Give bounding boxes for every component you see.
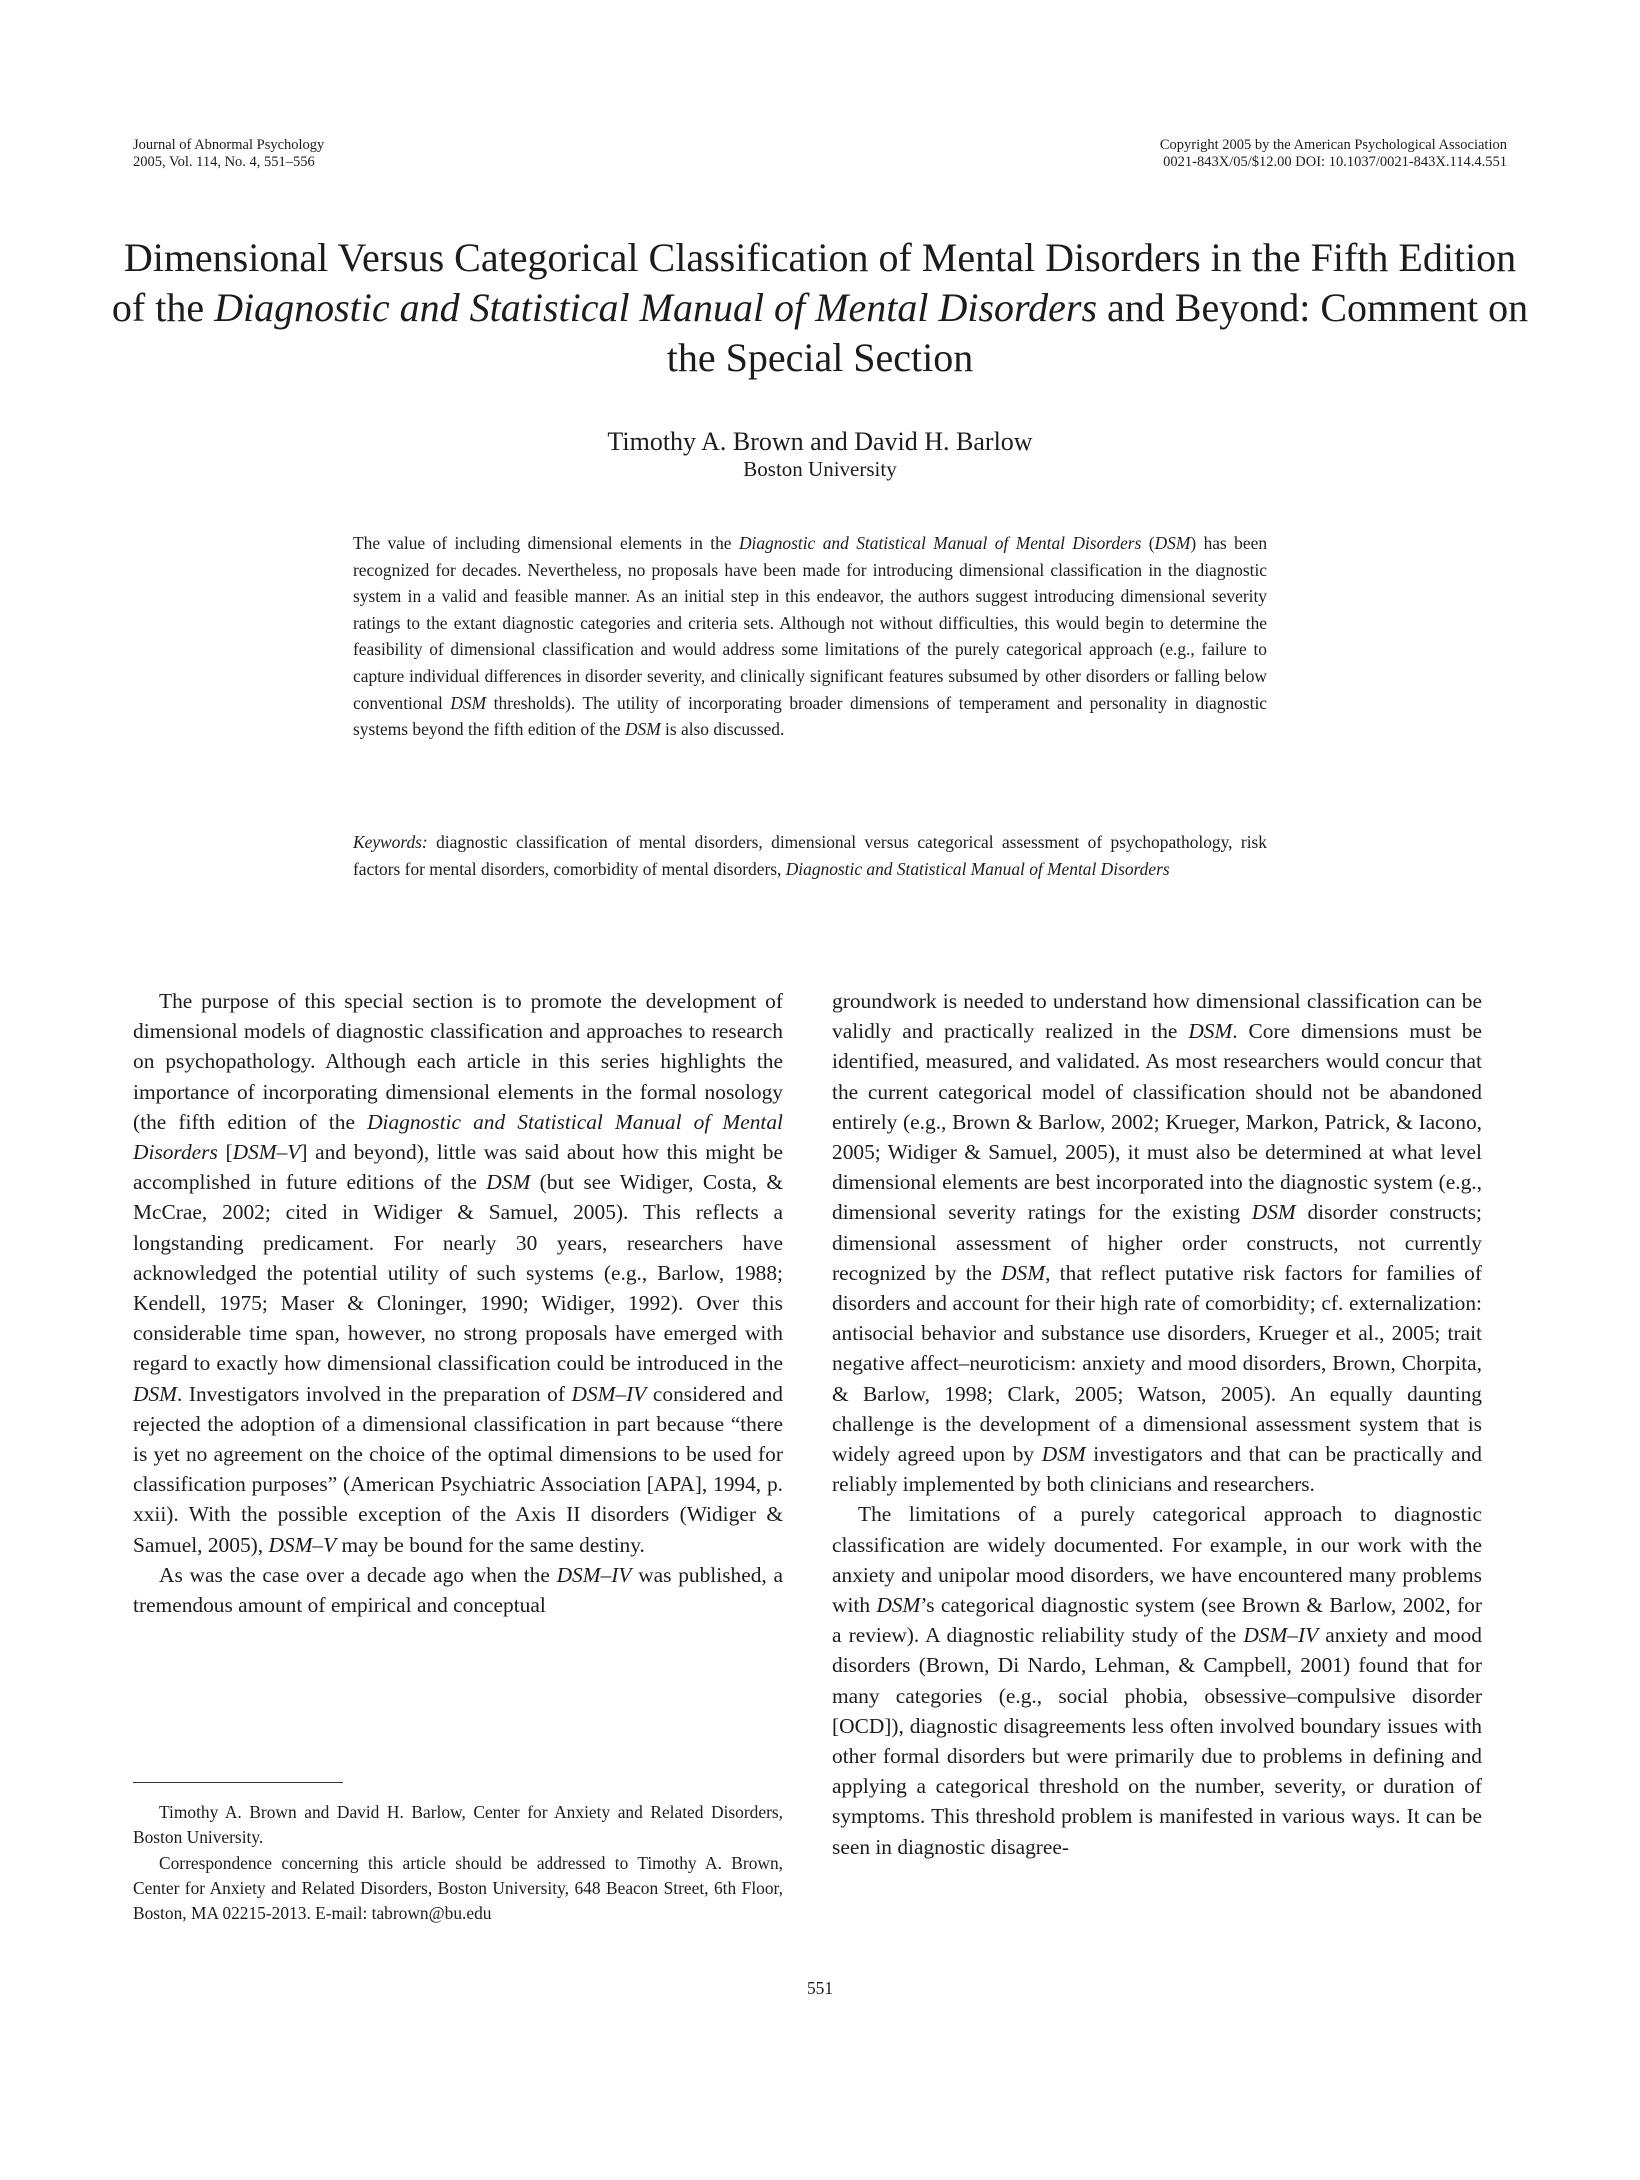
- journal-citation: [133, 137, 324, 171]
- abstract: The value of including dimensional elements in the Diagnostic and Statistical Manual of Mental Disorders (DSM) has been recognized for decades. Nevertheless, no proposals have been made for introducing dimensional classification in the diagnostic system in a valid and feasible manner. As an initial step in this endeavor, the authors suggest introducing dimensional severity ratings to the extant diagnostic categories and criteria sets. Although not without difficulties, this would begin to determine the feasibility of dimensional classification and would address some limitations of the purely categorical approach (e.g., failure to capture individual differences in disorder severity, and clinically significant features subsumed by other disorders or falling below conventional DSM thresholds). The utility of incorporating broader dimensions of temperament and personality in diagnostic systems beyond the fifth edition of the DSM is also discussed.: [353, 533, 1268, 740]
- body-paragraph: groundwork is needed to understand how dimensional classification can be validly and practically realized in the DSM. Core dimensions must be identified, measured, and validated. As most researchers would concur that the current categorical model of classification should not be abandoned entirely (e.g., Brown & Barlow, 2002; Krueger, Markon, Patrick, & Iacono, 2005; Widiger & Samuel, 2005), it must also be determined at what level dimensional elements are best incorporated into the diagnostic system (e.g., dimensional severity ratings for the existing DSM disorder constructs; dimensional assessment of higher order constructs, not currently recognized by the DSM, that reflect putative risk factors for families of disorders and account for their high rate of comorbidity; cf. externalization: antisocial behavior and substance use disorders, Krueger et al., 2005; trait negative affect–neuroticism: anxiety and mood disorders, Brown, Chorpita, & Barlow, 1998; Clark, 2005; Watson, 2005). An equally daunting challenge is the development of a dimensional assessment system that is widely agreed upon by DSM investigators and that can be practically and reliably implemented by both clinicians and researchers.: [832, 989, 1483, 1497]
- author-note: [133, 1800, 783, 1926]
- journal-name: Journal of Abnormal Psychology: [133, 137, 325, 153]
- body-column-left: [133, 986, 783, 1620]
- copyright-notice: [1160, 137, 1507, 171]
- title-text-end: and Beyond: Comment on the Special Section: [666, 285, 1529, 380]
- copyright-line: Copyright 2005 by the American Psychological Association: [1159, 137, 1507, 153]
- authors: Timothy A. Brown and David H. Barlow: [607, 427, 1033, 456]
- doi-line: 0021-843X/05/$12.00 DOI: 10.1037/0021-843X.114.4.551: [1163, 154, 1507, 170]
- footnote-divider: [133, 1782, 343, 1783]
- article-title: [110, 233, 1530, 383]
- title-italic-text: Diagnostic and Statistical Manual of Mental Disorders: [214, 285, 1098, 330]
- title-text: Dimensional Versus Categorical Classification of Mental Disorders in the Fifth Edition of the: [111, 235, 1517, 330]
- footnote-correspondence: Correspondence concerning this article should be addressed to Timothy A. Brown, Center for Anxiety and Related Disorders, Boston University, 648 Beacon Street, 6th Floor, Boston, MA 02215-2013. E-mail: tabrown@bu.edu: [133, 1852, 783, 1924]
- page-number: 551: [806, 1978, 834, 1998]
- body-paragraph: The limitations of a purely categorical approach to diagnostic classification are widely documented. For example, in our work with the anxiety and unipolar mood disorders, we have encountered many problems with DSM’s categorical diagnostic system (see Brown & Barlow, 2002, for a review). A diagnostic reliability study of the DSM–IV anxiety and mood disorders (Brown, Di Nardo, Lehman, & Campbell, 2001) found that for many categories (e.g., social phobia, obsessive–compulsive disorder [OCD]), diagnostic disagreements less often involved boundary issues with other formal disorders but were primarily due to problems in defining and applying a categorical threshold on the number, severity, or duration of symptoms. This threshold problem is manifested in various ways. It can be seen in diagnostic disagree-: [832, 1502, 1482, 1859]
- keywords-label: Keywords:: [353, 832, 428, 852]
- keywords: Keywords: diagnostic classification of mental disorders, dimensional versus categorical assessment of psychopathology, risk factors for mental disorders, comorbidity of mental disorders, Diagnostic and Statistical Manual of Mental Disorders: [353, 832, 1267, 879]
- body-paragraph: The purpose of this special section is to promote the development of dimensional models of diagnostic classification and approaches to research on psychopathology. Although each article in this series highlights the importance of incorporating dimensional elements in the formal nosology (the fifth edition of the Diagnostic and Statistical Manual of Mental Disorders [DSM–V] and beyond), little was said about how this might be accomplished in future editions of the DSM (but see Widiger, Costa, & McCrae, 2002; cited in Widiger & Samuel, 2005). This reflects a longstanding predicament. For nearly 30 years, researchers have acknowledged the potential utility of such systems (e.g., Barlow, 1988; Kendell, 1975; Maser & Cloninger, 1990; Widiger, 1992). Over this considerable time span, however, no strong proposals have emerged with regard to exactly how dimensional classification could be introduced in the DSM. Investigators involved in the preparation of DSM–IV considered and rejected the adoption of a dimensional classification in part because “there is yet no agreement on the choice of the optimal dimensions to be used for classification purposes” (American Psychiatric Association [APA], 1994, p. xxii). With the possible exception of the Axis II disorders (Widiger & Samuel, 2005), DSM–V may be bound for the same destiny.: [133, 989, 783, 1557]
- footnote-affiliation: Timothy A. Brown and David H. Barlow, Center for Anxiety and Related Disorders, Boston University.: [133, 1802, 783, 1848]
- body-paragraph: As was the case over a decade ago when the DSM–IV was published, a tremendous amount of empirical and conceptual: [133, 1562, 783, 1618]
- affiliation: Boston University: [743, 457, 897, 481]
- body-column-right: [832, 986, 1482, 1862]
- journal-volume: 2005, Vol. 114, No. 4, 551–556: [133, 154, 315, 170]
